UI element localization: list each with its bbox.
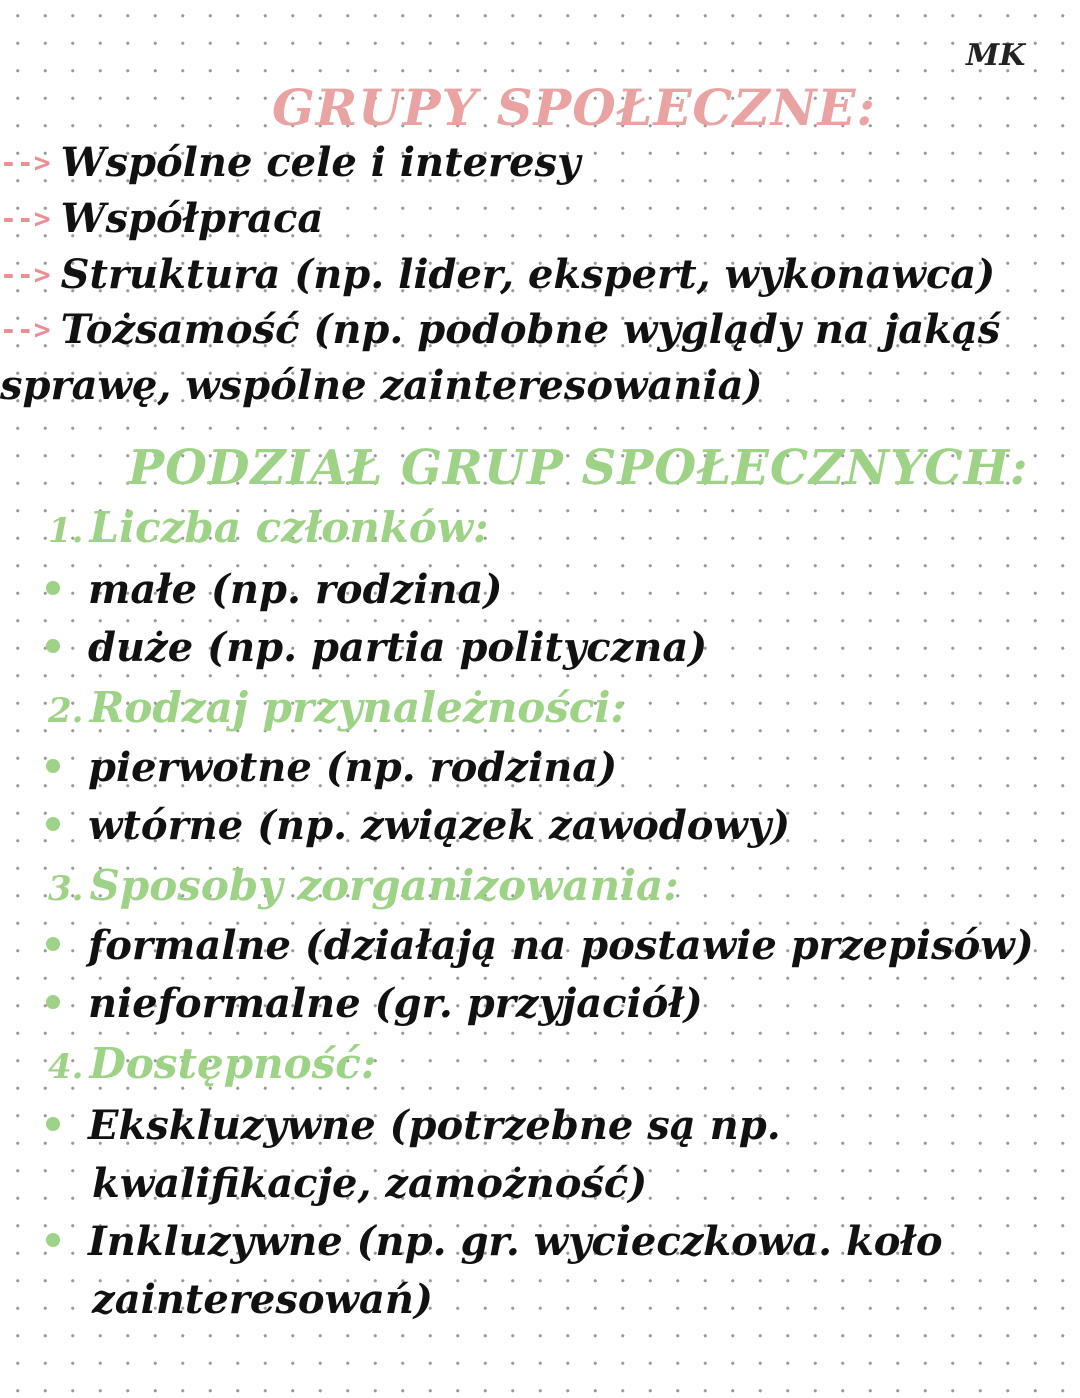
- list-item-text: pierwotne (np. rodzina): [88, 744, 618, 791]
- section-heading: [48, 858, 679, 917]
- section-heading-text: Dostępność:: [89, 1039, 377, 1088]
- list-item: [46, 976, 703, 1032]
- feature-text: Współpraca: [60, 195, 324, 242]
- section-heading: [48, 500, 489, 559]
- list-item: [46, 1214, 943, 1270]
- list-item-continuation: zainteresowań): [92, 1276, 433, 1323]
- bullet-icon: [46, 937, 60, 951]
- list-item-text: duże (np. partia polityczna): [88, 624, 708, 671]
- bullet-icon: [46, 817, 60, 831]
- author-initials: MK: [966, 38, 1026, 73]
- list-item-text: formalne (działają na postawie przepisów): [88, 922, 1034, 969]
- section-heading-text: Sposoby zorganizowania:: [89, 861, 679, 910]
- feature-line: [0, 303, 1000, 357]
- page-title: GRUPY SPOŁECZNE:: [272, 78, 876, 137]
- feature-text: Wspólne cele i interesy: [60, 139, 581, 186]
- feature-line: [0, 192, 323, 246]
- section-number: 4.: [48, 1047, 84, 1087]
- bullet-icon: [46, 995, 60, 1009]
- section-number: 2.: [48, 691, 84, 731]
- list-item-text: wtórne (np. związek zawodowy): [88, 802, 791, 849]
- list-item-text: małe (np. rodzina): [88, 566, 503, 613]
- list-item: [46, 562, 502, 618]
- bullet-icon: [46, 1117, 60, 1131]
- arrow-icon: -->: [0, 202, 51, 235]
- feature-continuation: sprawę, wspólne zainteresowania): [0, 362, 763, 409]
- feature-line: [0, 136, 580, 190]
- section-number: 1.: [48, 511, 84, 551]
- bullet-icon: [46, 759, 60, 773]
- list-item: [46, 798, 790, 854]
- section-number: 3.: [48, 869, 84, 909]
- list-item-text: nieformalne (gr. przyjaciół): [88, 980, 703, 1027]
- section-title: PODZIAŁ GRUP SPOŁECZNYCH:: [128, 440, 1029, 496]
- list-item: [46, 620, 707, 676]
- list-item: [46, 740, 617, 796]
- list-item-text: Ekskluzywne (potrzebne są np.: [88, 1102, 781, 1149]
- bullet-icon: [46, 1233, 60, 1247]
- arrow-icon: -->: [0, 313, 51, 346]
- list-item-text: Inkluzywne (np. gr. wycieczkowa. koło: [88, 1218, 943, 1265]
- feature-text: Tożsamość (np. podobne wyglądy na jakąś: [60, 306, 1001, 353]
- arrow-icon: -->: [0, 146, 51, 179]
- section-heading-text: Rodzaj przynależności:: [89, 683, 626, 732]
- bullet-icon: [46, 581, 60, 595]
- feature-text: Struktura (np. lider, ekspert, wykonawca): [60, 251, 996, 298]
- feature-line: [0, 248, 995, 302]
- section-heading-text: Liczba członków:: [89, 503, 489, 552]
- arrow-icon: -->: [0, 258, 51, 291]
- list-item-continuation: kwalifikacje, zamożność): [92, 1160, 648, 1207]
- list-item: [46, 918, 1034, 974]
- bullet-icon: [46, 639, 60, 653]
- list-item: [46, 1098, 781, 1154]
- section-heading: [48, 680, 626, 739]
- section-heading: [48, 1036, 376, 1095]
